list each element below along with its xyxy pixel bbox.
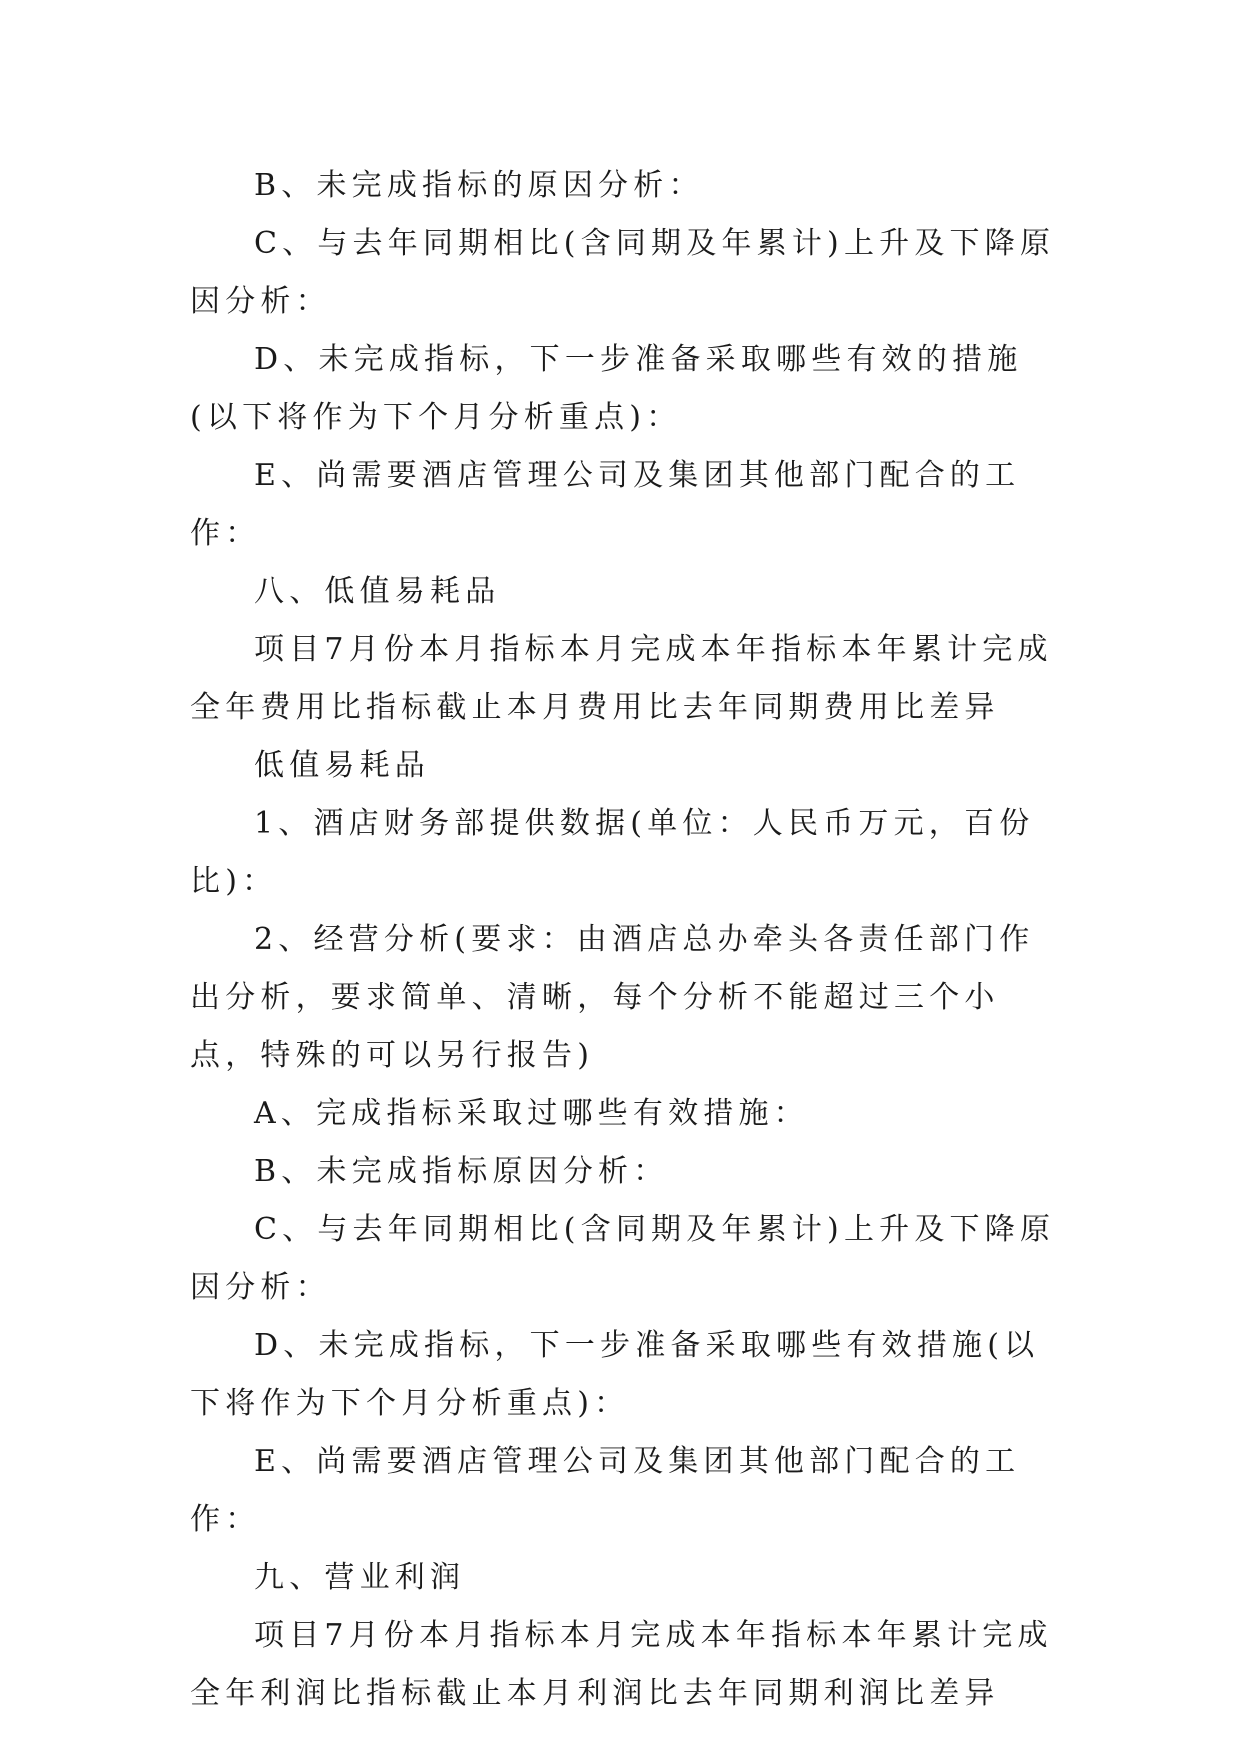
document-body (190, 157, 1060, 1723)
paragraph-c-yoy-comparison: C、与去年同期相比(含同期及年累计)上升及下降原因分析： (190, 226, 1056, 319)
paragraph-finance-data: 1、酒店财务部提供数据(单位：人民币万元，百份比)： (190, 806, 1035, 899)
section-heading-operating-profit: 九、营业利润 (254, 1560, 466, 1595)
table-header-consumables: 项目7月份本月指标本月完成本年指标本年累计完成全年费用比指标截止本月费用比去年同期费用比差异 (190, 632, 1053, 725)
paragraph-d-next-measures: D、未完成指标，下一步准备采取哪些有效的措施(以下将作为下个月分析重点)： (190, 342, 1023, 435)
section-heading-consumables: 八、低值易耗品 (254, 574, 501, 609)
paragraph-e-cooperation: E、尚需要酒店管理公司及集团其他部门配合的工作： (190, 458, 1021, 551)
paragraph-e-cooperation-2: E、尚需要酒店管理公司及集团其他部门配合的工作： (190, 1444, 1021, 1537)
paragraph-d-next-measures-2: D、未完成指标，下一步准备采取哪些有效措施(以下将作为下个月分析重点)： (190, 1328, 1040, 1421)
paragraph-operation-analysis: 2、经营分析(要求：由酒店总办牵头各责任部门作出分析，要求简单、清晰，每个分析不能超过三个小点，特殊的可以另行报告) (190, 922, 1035, 1073)
row-label-consumables: 低值易耗品 (254, 748, 430, 783)
paragraph-c-yoy-comparison-2: C、与去年同期相比(含同期及年累计)上升及下降原因分析： (190, 1212, 1056, 1305)
paragraph-a-effective-measures: A、完成指标采取过哪些有效措施： (254, 1096, 809, 1131)
table-header-operating-profit: 项目7月份本月指标本月完成本年指标本年累计完成全年利润比指标截止本月利润比去年同期利润比差异 (190, 1618, 1053, 1711)
paragraph-b-unmet-reason-2: B、未完成指标原因分析： (254, 1154, 669, 1189)
paragraph-b-unmet-reason: B、未完成指标的原因分析： (254, 168, 704, 203)
